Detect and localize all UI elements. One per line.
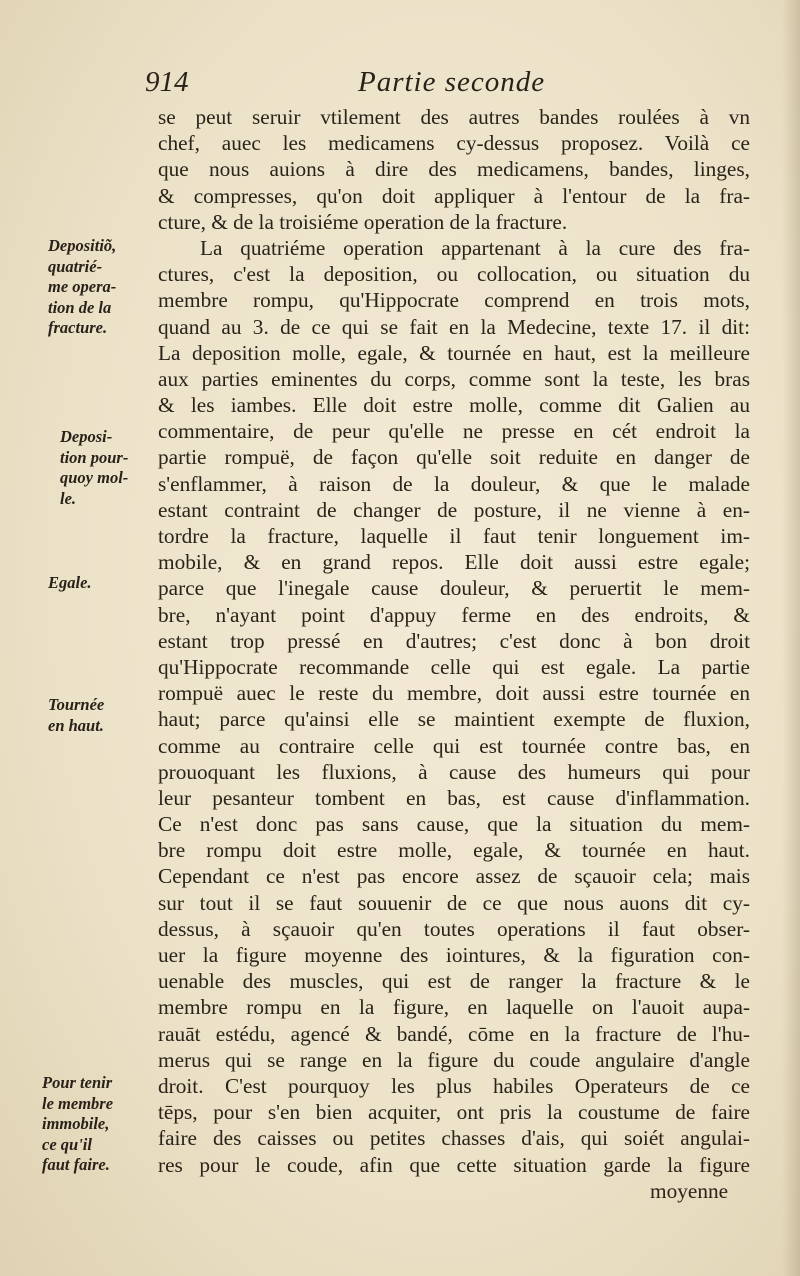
page-number: 914	[145, 66, 189, 98]
text-line: droit. C'est pourquoy les plus habiles Operateurs de ce	[158, 1073, 750, 1098]
margin-note-line: le.	[60, 488, 77, 508]
text-line: se peut seruir vtilement des autres bandes roulées à vn	[158, 105, 750, 129]
margin-note-turned-up	[48, 695, 158, 736]
margin-note-line: Depositiõ,	[48, 236, 117, 255]
text-line: res pour le coude, afin que cette situation garde la figure	[158, 1152, 750, 1177]
text-line: Ce n'est donc pas sans cause, que la situation du mem-	[158, 812, 750, 837]
text-line: parce que l'inegale cause douleur, & peruertit le mem-	[158, 576, 750, 601]
text-line: rauāt estédu, agencé & bandé, cōme en la fracture de l'hu-	[158, 1021, 750, 1046]
text-line: dessus, à sçauoir qu'en toutes operations il faut obser-	[158, 916, 750, 941]
margin-note-why-soft	[60, 427, 170, 509]
text-line: tēps, pour s'en bien acquiter, ont pris la coustume de faire	[158, 1100, 750, 1125]
margin-note-line: Pour tenir	[42, 1073, 113, 1092]
margin-note-line: Tournée	[48, 695, 105, 714]
margin-note-line: quoy mol-	[60, 468, 129, 487]
margin-note-line: quatrié-	[48, 256, 103, 276]
text-line: membre rompu, qu'Hippocrate comprend en trois mots,	[158, 288, 750, 313]
margin-notes	[0, 0, 150, 1276]
margin-note-line: faut faire.	[42, 1155, 110, 1174]
text-line: sur tout il se faut souuenir de ce que nous auons dit cy-	[158, 890, 750, 915]
text-line: qu'Hippocrate recommande celle qui est egale. La partie	[158, 654, 750, 679]
text-line: comme au contraire celle qui est tournée contre bas, en	[158, 733, 750, 758]
text-line: s'enflammer, à raison de la douleur, & que le malade	[158, 471, 750, 496]
margin-note-line: Egale.	[48, 573, 92, 592]
text-line: aux parties eminentes du corps, comme sont la teste, les bras	[158, 366, 750, 391]
text-line: Cependant ce n'est pas encore assez de sçauoir cela; mais	[158, 864, 750, 889]
page-edge-shadow	[782, 0, 800, 1276]
text-line: bre rompu doit estre molle, egale, & tournée en haut.	[158, 838, 750, 863]
text-line: bre, n'ayant point d'appuy ferme en des endroits, &	[158, 602, 750, 627]
text-line: chef, auec les medicamens cy-dessus proposez. Voilà ce	[158, 131, 750, 156]
margin-note-deposition	[48, 236, 158, 339]
text-line: que nous auions à dire des medicamens, bandes, linges,	[158, 157, 750, 182]
margin-note-line: en haut.	[48, 715, 104, 735]
text-line: partie rompuë, de façon qu'elle soit reduite en danger de	[158, 445, 750, 470]
text-line: estant contraint de changer de posture, il ne vienne à en-	[158, 497, 750, 522]
text-line: commentaire, de peur qu'elle ne presse en cét endroit la	[158, 419, 750, 444]
text-line: tordre la fracture, laquelle il faut tenir longuement im-	[158, 524, 750, 548]
margin-note-line: ce qu'il	[42, 1134, 92, 1154]
margin-note-equal	[48, 573, 158, 594]
margin-note-line: tion pour-	[60, 447, 129, 467]
running-head: Partie seconde	[358, 66, 546, 98]
body-text	[158, 104, 750, 1204]
margin-note-line: immobile,	[42, 1114, 110, 1133]
text-line: uenable des muscles, qui est de ranger la fracture & le	[158, 969, 750, 994]
text-line: faire des caisses ou petites chasses d'ais, qui soiét angulai-	[158, 1126, 750, 1151]
margin-note-line: me opera-	[48, 277, 117, 296]
text-line: haut; parce qu'ainsi elle se maintient exempte de fluxion,	[158, 707, 750, 732]
margin-note-immobile	[42, 1073, 152, 1176]
text-line: leur pesanteur tombent en bas, est cause d'inflammation.	[158, 785, 750, 810]
text-line: ctures, c'est la deposition, ou collocation, ou situation du	[158, 262, 750, 287]
text-line: La quatriéme operation appartenant à la cure des fra-	[200, 235, 750, 260]
text-line: membre rompu en la figure, en laquelle on l'auoit aupa-	[158, 995, 750, 1020]
margin-note-line: Deposi-	[60, 427, 113, 446]
text-line: La deposition molle, egale, & tournée en haut, est la meilleure	[158, 340, 750, 365]
text-line: & compresses, qu'on doit appliquer à l'entour de la fra-	[158, 183, 750, 208]
margin-note-line: le membre	[42, 1093, 114, 1113]
text-line: moyenne	[650, 1178, 729, 1203]
text-line: prouoquant les fluxions, à cause des humeurs qui pour	[158, 759, 750, 784]
margin-note-line: tion de la	[48, 297, 112, 317]
text-line: rompuë auec le reste du membre, doit aussi estre tournée en	[158, 681, 750, 706]
text-line: merus qui se range en la figure du coude angulaire d'angle	[158, 1047, 750, 1072]
text-line: estant trop pressé en d'autres; c'est donc à bon droit	[158, 628, 750, 653]
text-line: cture, & de la troisiéme operation de la fracture.	[158, 209, 568, 234]
margin-note-line: fracture.	[48, 318, 108, 337]
text-line: quand au 3. de ce qui se fait en la Medecine, texte 17. il dit:	[158, 314, 750, 339]
text-line: & les iambes. Elle doit estre molle, comme dit Galien au	[158, 393, 750, 418]
text-line: uer la figure moyenne des iointures, & la figuration con-	[158, 943, 750, 967]
page-header	[110, 62, 750, 102]
text-line: mobile, & en grand repos. Elle doit aussi estre egale;	[158, 550, 750, 575]
